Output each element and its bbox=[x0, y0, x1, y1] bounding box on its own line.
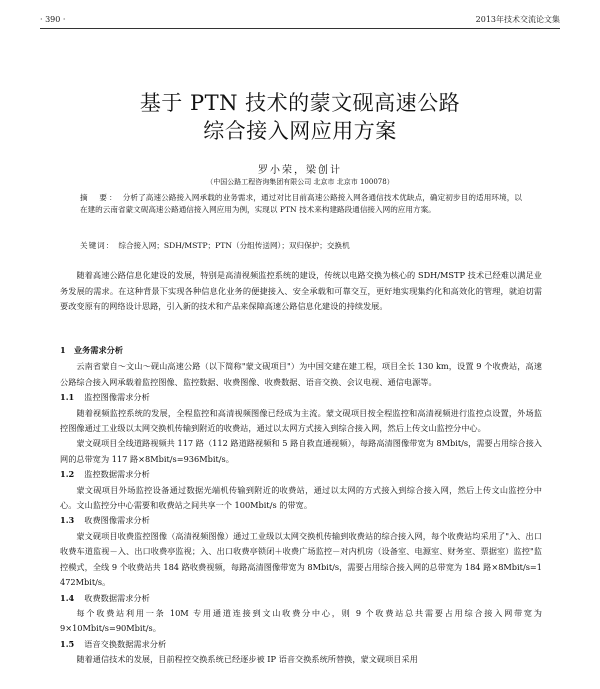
subsection-title: 收费数据需求分析 bbox=[84, 592, 150, 603]
paragraph: 蒙文砚项目收费监控图像（高清视频图像）通过工业级以太网交换机传输到收费站的综合接入网，每个收费站均采用了"入、出口收费车道监视－入、出口收费亭监视；入、出口收费亭锁闭＋收费广场监控－对内机房（设备室、电源室、财务室、票据室）监控"监控模式，全线 9 个收费站共 184 路收费视频，每路高清图像带宽为 8Mbit/s，需要占用综合接入网的总带宽为 184 路×8Mbit/s=1 472Mbit/s。 bbox=[60, 530, 542, 588]
subsection-title: 语音交换数据需求分析 bbox=[84, 638, 167, 649]
section-heading: 1 业务需求分析 bbox=[60, 345, 124, 355]
keywords bbox=[80, 240, 522, 252]
keywords-text: 综合接入网；SDH/MSTP；PTN（分组传送网）；双归保护；交换机 bbox=[118, 241, 350, 250]
subsection-title: 收费图像需求分析 bbox=[84, 515, 150, 526]
abstract-label: 摘 要： bbox=[80, 193, 119, 202]
running-header bbox=[40, 12, 560, 26]
subsection-heading bbox=[60, 637, 542, 652]
subsection-number: 1.3 bbox=[60, 515, 75, 526]
paragraph: 蒙文砚项目外场监控设备通过数据光端机传输到附近的收费站，通过以太网的方式接入到综合接入网，然后上传文山监控分中心。文山监控分中心需要和收费站之间共享一个 100Mbit/s 的带宽。 bbox=[60, 484, 542, 511]
subsection-heading bbox=[60, 513, 542, 528]
subsection-title: 监控图像需求分析 bbox=[84, 392, 150, 403]
subsection-number: 1.1 bbox=[60, 392, 75, 403]
authors: 罗小荣，梁创计 bbox=[258, 165, 342, 176]
journal-name: 2013年技术交流论文集 bbox=[475, 14, 560, 24]
subsection-number: 1.5 bbox=[60, 638, 75, 649]
subsection-heading bbox=[60, 467, 542, 482]
abstract bbox=[80, 192, 522, 216]
header-rule bbox=[40, 28, 560, 29]
body-text bbox=[60, 340, 542, 668]
subsection-heading bbox=[60, 390, 542, 405]
affiliation: （中国公路工程咨询集团有限公司 北京市 北京市 100078） bbox=[206, 178, 394, 186]
abstract-text: 分析了高速公路接入网承载的业务需求，通过对比目前高速公路接入网各通信技术优缺点，确定初步目的适用环境，以在建的云南省蒙文砚高速公路通信接入网应用为例，实现以 PTN 技术来构建路段通信接入网的应用方案。 bbox=[80, 193, 523, 214]
intro-paragraph: 随着高速公路信息化建设的发展，特别是高清视频监控系统的建设，传统以电路交换为核心的 SDH/MSTP 技术已经难以满足业务发展的需求。在这种背景下实现各种信息化业务的便捷接入、安全承载和可靠交互，更好地实现集约化和高效化的管理，就迫切需要改变原有的网络设计思路，引入新的技术和产品来保障高速公路信息化建设的持续发展。 bbox=[60, 270, 542, 311]
title-line-2: 综合接入网应用方案 bbox=[203, 119, 397, 143]
paragraph: 随着视频监控系统的发展，全程监控和高清视频图像已经成为主流。蒙文砚项目按全程监控和高清视频进行监控点设置，外场监控图像通过工业级以太网交换机传输到附近的收费站，通过以太网方式接入到综合接入网，然后上传文山监控分中心。 bbox=[60, 407, 542, 434]
subsection-title: 监控数据需求分析 bbox=[84, 469, 150, 480]
paragraph: 云南省蒙自～文山～砚山高速公路（以下简称"蒙文砚项目"）为中国交建在建工程，项目全长 130 km，设置 9 个收费站，高速公路综合接入网承载着监控图像、监控数据、收费图像、收费数据、语音交换、会议电视、通信电源等。 bbox=[60, 361, 542, 387]
paragraph: 随着通信技术的发展，目前程控交换系统已经逐步被 IP 语音交换系统所替换，蒙文砚项目采用 bbox=[76, 654, 418, 665]
keywords-label: 关键词： bbox=[80, 241, 115, 250]
title-line-1: 基于 PTN 技术的蒙文砚高速公路 bbox=[139, 91, 461, 115]
subsection-number: 1.4 bbox=[60, 592, 75, 603]
paragraph: 蒙文砚项目全线道路视频共 117 路（112 路道路视频和 5 路自救直通视频），每路高清图像带宽为 8Mbit/s，需要占用综合接入网的总带宽为 117 路×8Mbit/s=936Mbit/s。 bbox=[60, 438, 542, 464]
page-number: · 390 · bbox=[40, 14, 66, 24]
subsection-heading bbox=[60, 591, 542, 606]
subsection-number: 1.2 bbox=[60, 469, 75, 480]
paragraph: 每个收费站利用一条 10M 专用通道连接到文山收费分中心，则 9 个收费站总共需要占用综合接入网带宽为 9×10Mbit/s=90Mbit/s。 bbox=[60, 607, 542, 634]
